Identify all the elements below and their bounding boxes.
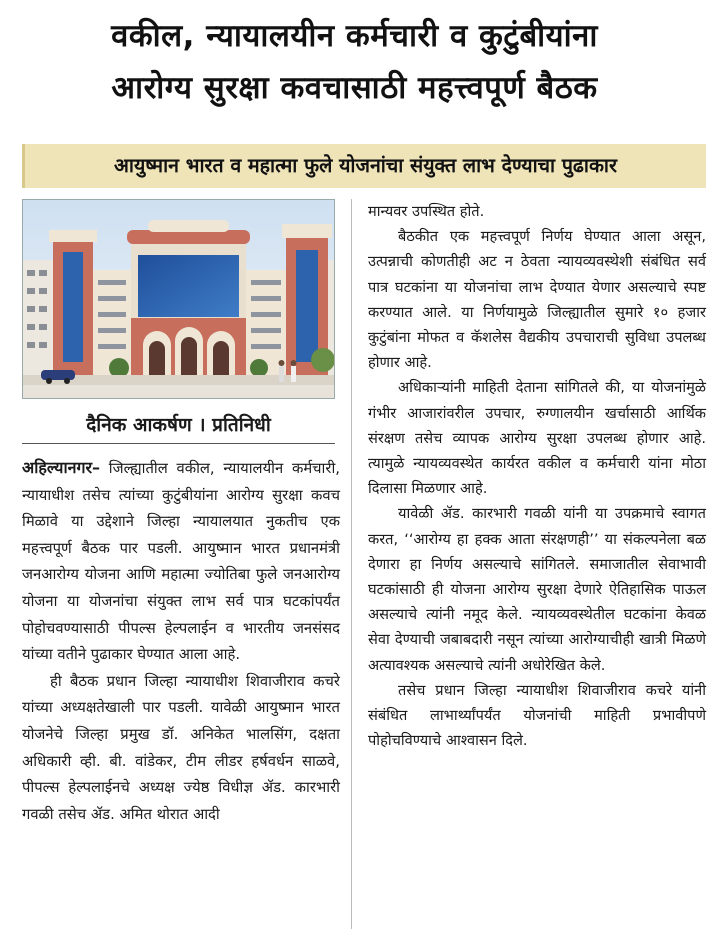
byline-divider	[22, 443, 335, 444]
court-building-photo	[22, 199, 335, 399]
dateline: अहिल्यानगर–	[22, 458, 101, 477]
article-column-left	[22, 455, 340, 828]
article-paragraph-1	[22, 455, 340, 669]
headline-line-2: आरोग्य सुरक्षा कवचासाठी महत्त्वपूर्ण बैठक	[111, 70, 598, 106]
article-paragraph-5: यावेळी ॲड. कारभारी गवळी यांनी या उपक्रमाचे स्वागत करत, ‘‘आरोग्य हा हक्क आता संरक्षणही’’ या संकल्पनेला बळ देणारा हा निर्णय असल्याचे सांगितले. समाजातील सेवाभावी घटकांसाठी ही योजना आरोग्य सुरक्षा देणारे ऐतिहासिक पाऊल असल्याचे त्यांनी नमूद केले. न्यायव्यवस्थेतील घटकांना केवळ सेवा देण्याची जबाबदारी नसून त्यांच्या आरोग्याचीही खात्री मिळणे अत्यावश्यक असल्याचे त्यांनी अधोरेखित केले.	[368, 505, 706, 674]
article-paragraph-4: अधिकाऱ्यांनी माहिती देताना सांगितले की, या योजनांमुळे गंभीर आजारांवरील उपचार, रुग्णालयीन खर्चासाठी आर्थिक संरक्षण तसेच व्यापक आरोग्य सुरक्षा उपलब्ध होणार आहे. त्यामुळे न्यायव्यवस्थेत कार्यरत वकील व कर्मचारी यांना मोठा दिलासा मिळणार आहे.	[368, 379, 706, 498]
article-paragraph-6: तसेच प्रधान जिल्हा न्यायाधीश शिवाजीराव कचरे यांनी संबंधित लाभार्थ्यांपर्यंत योजनांची माहिती प्रभावीपणे पोहोचविण्याचे आश्वासन दिले.	[368, 681, 706, 750]
article-paragraph-1-text: जिल्ह्यातील वकील, न्यायालयीन कर्मचारी, न्यायाधीश तसेच त्यांच्या कुटुंबीयांना आरोग्य सुरक्षा कवच मिळावे या उद्देशाने जिल्हा न्यायालयात नुकतीच एक महत्त्वपूर्ण बैठक पार पडली. आयुष्मान भारत प्रधानमंत्री जनआरोग्य योजना आणि महात्मा ज्योतिबा फुले जनआरोग्य योजना या योजनांचा संयुक्त लाभ सर्व पात्र घटकांपर्यंत पोहोचवण्यासाठी पीपल्स हेल्पलाईन व भारतीय जनसंसद यांच्या वतीने पुढाकार घेण्यात आला आहे.	[22, 460, 340, 664]
column-divider	[351, 199, 352, 929]
headline-line-1: वकील, न्यायालयीन कर्मचारी व कुटुंबीयांना	[111, 18, 598, 54]
article-paragraph-2: ही बैठक प्रधान जिल्हा न्यायाधीश शिवाजीराव कचरे यांच्या अध्यक्षतेखाली पार पडली. यावेळी आयुष्मान भारत योजनेचे जिल्हा प्रमुख डॉ. अनिकेत भालसिंग, दक्षता अधिकारी व्ही. बी. वांडेकर, टीम लीडर हर्षवर्धन साळवे, पीपल्स हेल्पलाईनचे अध्यक्ष ज्येष्ठ विधीज्ञ ॲड. कारभारी गवळी तसेच ॲड. अमित थोरात आदी	[22, 672, 340, 823]
article-paragraph-2-continued: मान्यवर उपस्थित होते.	[368, 203, 485, 220]
byline: दैनिक आकर्षण । प्रतिनिधी	[86, 414, 271, 436]
court-building-image	[23, 200, 335, 399]
subheadline: आयुष्मान भारत व महात्मा फुले योजनांचा संयुक्त लाभ देण्याचा पुढाकार	[22, 144, 706, 188]
headline	[0, 10, 709, 114]
article-column-right	[368, 199, 706, 753]
article-paragraph-3: बैठकीत एक महत्त्वपूर्ण निर्णय घेण्यात आला असून, उत्पन्नाची कोणतीही अट न ठेवता न्यायव्यवस्थेशी संबंधित सर्व पात्र घटकांना या योजनांचा लाभ देण्यात येणार असल्याचे स्पष्ट करण्यात आले. या निर्णयामुळे जिल्ह्यातील सुमारे १० हजार कुटुंबांना मोफत व कॅशलेस वैद्यकीय उपचाराची सुविधा उपलब्ध होणार आहे.	[368, 228, 706, 372]
